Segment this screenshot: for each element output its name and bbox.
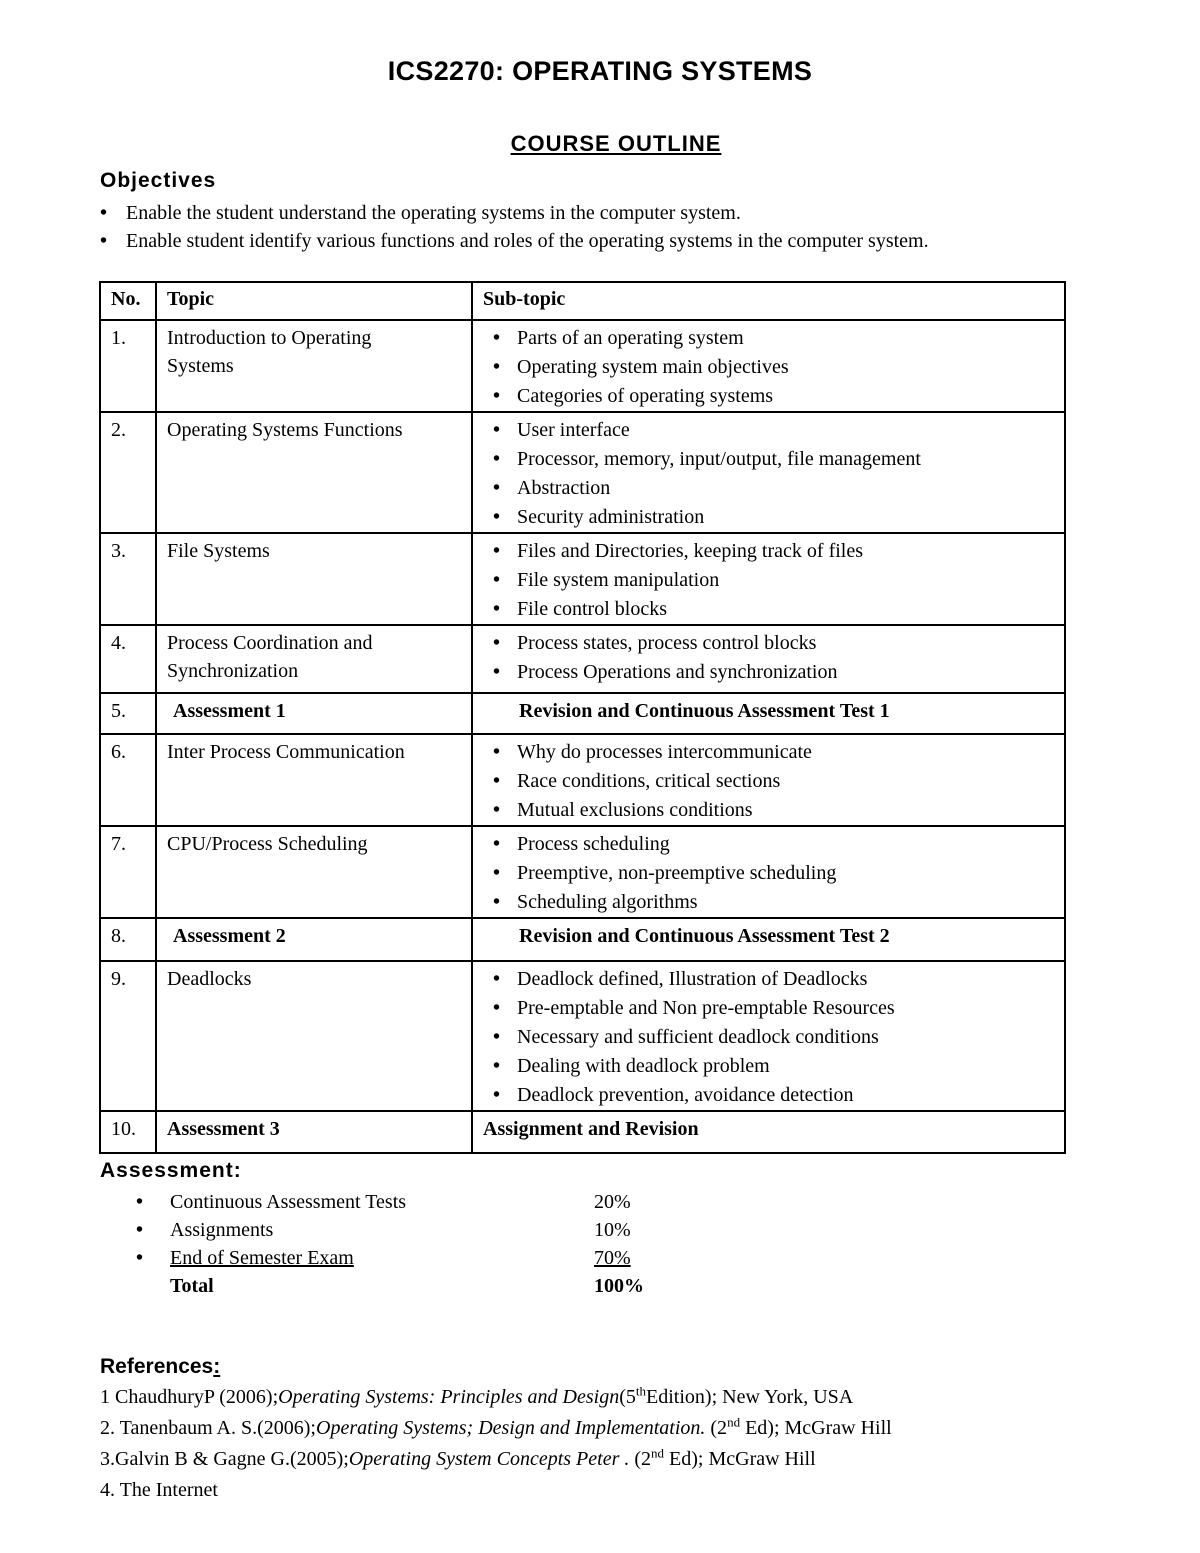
subtopic-item: • Files and Directories, keeping track of files xyxy=(483,537,1064,566)
subtopic-item: • Categories of operating systems xyxy=(483,382,1064,411)
row-subtopics xyxy=(472,412,1065,533)
table-row xyxy=(100,1111,1065,1153)
references-heading-text: References xyxy=(100,1355,214,1378)
reference-text: 4. The Internet xyxy=(100,1479,218,1501)
reference-title: Operating System Concepts Peter . xyxy=(348,1448,630,1470)
row-no: 3. xyxy=(100,533,156,625)
references-heading xyxy=(100,1355,220,1379)
course-outline-heading: COURSE OUTLINE xyxy=(510,131,722,156)
reference-item xyxy=(100,1444,892,1475)
header-subtopic: Sub-topic xyxy=(472,282,1065,320)
reference-edition-suffix: nd xyxy=(727,1414,741,1430)
row-no: 1. xyxy=(100,320,156,412)
row-subtopics xyxy=(472,533,1065,625)
assessment-percent: 70% xyxy=(594,1247,631,1269)
subtopic-item: • Processor, memory, input/output, file management xyxy=(483,445,1064,474)
reference-edition-suffix: nd xyxy=(651,1445,665,1461)
document-title: ICS2270: OPERATING SYSTEMS xyxy=(387,56,813,86)
row-subtopics xyxy=(472,734,1065,826)
reference-edition-suffix: th xyxy=(635,1383,647,1399)
table-row xyxy=(100,826,1065,918)
assessment-topic: Assessment 2 xyxy=(173,925,286,947)
subtopic-item: • Deadlock prevention, avoidance detection xyxy=(483,1081,1064,1110)
objectives-list xyxy=(100,199,929,255)
reference-publisher: Ed); McGraw Hill xyxy=(740,1417,892,1439)
reference-author: 3.Galvin B & Gagne G.(2005); xyxy=(100,1448,349,1470)
row-topic xyxy=(156,918,472,961)
assessment-subtopic: Revision and Continuous Assessment Test 1 xyxy=(519,700,890,722)
assessment-topic: Assessment 1 xyxy=(173,700,286,722)
row-topic: Process Coordination and Synchronization xyxy=(156,625,472,693)
assessment-label: Continuous Assessment Tests xyxy=(170,1191,407,1213)
objective-item: • Enable the student understand the operating systems in the computer system. xyxy=(100,199,929,227)
subtopic-item: • Operating system main objectives xyxy=(483,353,1064,382)
bullet-icon: • xyxy=(136,1191,144,1213)
subtopic-item: • Deadlock defined, Illustration of Deadlocks xyxy=(483,965,1064,994)
assessment-heading: Assessment: xyxy=(100,1159,242,1182)
subtopic-item: • Parts of an operating system xyxy=(483,324,1064,353)
table-header-row xyxy=(100,282,1065,320)
subtopic-item: • Pre-emptable and Non pre-emptable Resources xyxy=(483,994,1064,1023)
subtopic-item: • File control blocks xyxy=(483,595,1064,624)
row-topic: Deadlocks xyxy=(156,961,472,1111)
objective-item: • Enable student identify various functions and roles of the operating systems in the computer system. xyxy=(100,227,929,255)
subtopic-item: • Necessary and sufficient deadlock conditions xyxy=(483,1023,1064,1052)
table-row xyxy=(100,320,1065,412)
header-no: No. xyxy=(100,282,156,320)
subtopic-item: • Dealing with deadlock problem xyxy=(483,1052,1064,1081)
row-topic: Operating Systems Functions xyxy=(156,412,472,533)
reference-edition: (2 xyxy=(705,1417,728,1439)
row-subtopic-text xyxy=(472,918,1065,961)
table-row xyxy=(100,412,1065,533)
subtopic-item: • Process scheduling xyxy=(483,830,1064,859)
table-row xyxy=(100,625,1065,693)
reference-item xyxy=(100,1382,892,1413)
total-label: Total xyxy=(170,1275,214,1297)
reference-title: Operating Systems: Principles and Design xyxy=(278,1386,620,1408)
reference-edition: (2 xyxy=(629,1448,652,1470)
row-topic: Inter Process Communication xyxy=(156,734,472,826)
assessment-percent: 10% xyxy=(594,1219,631,1241)
row-subtopic-text xyxy=(472,693,1065,734)
subtopic-item: • Why do processes intercommunicate xyxy=(483,738,1064,767)
reference-publisher: Edition); New York, USA xyxy=(646,1386,854,1408)
table-row xyxy=(100,734,1065,826)
objectives-heading: Objectives xyxy=(100,169,217,192)
subtopic-item: • Process states, process control blocks xyxy=(483,629,1064,658)
table-row xyxy=(100,533,1065,625)
subtopic-item: • Race conditions, critical sections xyxy=(483,767,1064,796)
table-row xyxy=(100,918,1065,961)
subtopic-item: • Mutual exclusions conditions xyxy=(483,796,1064,825)
row-subtopics xyxy=(472,625,1065,693)
total-percent: 100% xyxy=(594,1275,644,1297)
row-subtopics xyxy=(472,320,1065,412)
row-topic xyxy=(156,693,472,734)
row-subtopics xyxy=(472,961,1065,1111)
header-topic: Topic xyxy=(156,282,472,320)
row-no: 10. xyxy=(100,1111,156,1153)
bullet-icon: • xyxy=(136,1219,144,1241)
table-row xyxy=(100,693,1065,734)
row-topic: CPU/Process Scheduling xyxy=(156,826,472,918)
row-topic: File Systems xyxy=(156,533,472,625)
row-no: 4. xyxy=(100,625,156,693)
assessment-label: Assignments xyxy=(170,1219,274,1241)
course-outline-table xyxy=(99,281,1066,1154)
row-no: 6. xyxy=(100,734,156,826)
reference-item xyxy=(100,1475,892,1506)
assessment-subtopic: Assignment and Revision xyxy=(483,1118,699,1140)
assessment-label: End of Semester Exam xyxy=(170,1247,354,1269)
references-heading-colon: : xyxy=(213,1355,221,1378)
assessment-topic: Assessment 3 xyxy=(167,1118,280,1140)
row-no: 5. xyxy=(100,693,156,734)
references-list xyxy=(100,1382,892,1506)
subtopic-item: • Abstraction xyxy=(483,474,1064,503)
assessment-subtopic: Revision and Continuous Assessment Test 2 xyxy=(519,925,890,947)
reference-author: 2. Tanenbaum A. S.(2006); xyxy=(100,1417,316,1439)
table-row xyxy=(100,961,1065,1111)
assessment-percent: 20% xyxy=(594,1191,631,1213)
reference-author: 1 ChaudhuryP (2006); xyxy=(100,1386,279,1408)
row-subtopics xyxy=(472,826,1065,918)
subtopic-item: • File system manipulation xyxy=(483,566,1064,595)
row-topic: Introduction to Operating Systems xyxy=(156,320,472,412)
row-no: 2. xyxy=(100,412,156,533)
subtopic-item: • Security administration xyxy=(483,503,1064,532)
row-no: 8. xyxy=(100,918,156,961)
row-subtopic-text xyxy=(472,1111,1065,1153)
reference-edition: (5 xyxy=(619,1386,636,1408)
subtopic-item: • Process Operations and synchronization xyxy=(483,658,1064,687)
row-no: 7. xyxy=(100,826,156,918)
bullet-icon: • xyxy=(136,1247,144,1269)
row-no: 9. xyxy=(100,961,156,1111)
subtopic-item: • User interface xyxy=(483,416,1064,445)
row-topic xyxy=(156,1111,472,1153)
reference-item xyxy=(100,1413,892,1444)
reference-publisher: Ed); McGraw Hill xyxy=(664,1448,816,1470)
subtopic-item: • Preemptive, non-preemptive scheduling xyxy=(483,859,1064,888)
reference-title: Operating Systems; Design and Implementation. xyxy=(316,1417,706,1439)
subtopic-item: • Scheduling algorithms xyxy=(483,888,1064,917)
